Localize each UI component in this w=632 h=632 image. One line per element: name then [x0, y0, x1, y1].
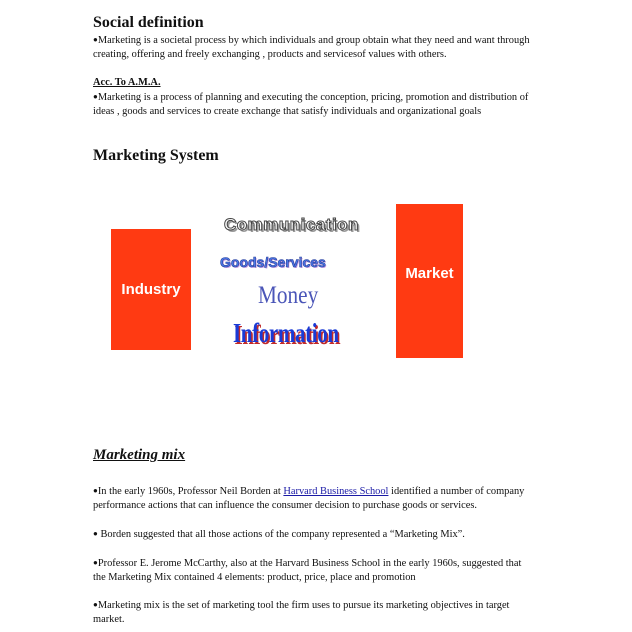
bullet-icon: ●: [93, 35, 98, 44]
bullet-icon: ●: [93, 486, 98, 495]
mix-bullet-1-text-a: In the early 1960s, Professor Neil Borden at: [97, 486, 284, 497]
money-wordart: Money: [258, 282, 319, 309]
mix-bullet-2-text: Borden suggested that all those actions of the company represented a “Marketing Mix”.: [97, 529, 465, 540]
bullet-icon: ●: [93, 92, 98, 101]
social-definition-paragraph: [93, 33, 533, 61]
bullet-icon: ●: [93, 529, 98, 538]
industry-label: Industry: [121, 281, 181, 298]
social-definition-heading: Social definition: [93, 14, 204, 31]
ama-definition-text: Marketing is a process of planning and executing the conception, pricing, promotion and distribution of ideas , goods and services to create exchange that satisfy individuals and organizational goals: [93, 92, 529, 117]
bullet-icon: ●: [93, 600, 98, 609]
marketing-mix-heading: Marketing mix: [93, 447, 186, 463]
ama-definition-paragraph: [93, 90, 533, 118]
ama-label: Acc. To A.M.A.: [93, 77, 161, 88]
communication-wordart: Communication: [224, 215, 359, 234]
mix-bullet-3-text: Professor E. Jerome McCarthy, also at the Harvard Business School in the early 1960s, suggested that the Marketing Mix contained 4 elements: product, price, place and promotion: [93, 558, 522, 583]
mix-bullet-2: [93, 527, 533, 542]
goods-services-wordart: Goods/Services: [220, 254, 326, 270]
market-label: Market: [405, 264, 454, 282]
mix-bullet-3: [93, 556, 533, 584]
marketing-system-heading: Marketing System: [93, 147, 219, 164]
social-definition-text: Marketing is a societal process by which individuals and group obtain what they need and want through creating, offering and freely exchanging , products and servicesof values with others.: [93, 35, 530, 60]
mix-bullet-1-text-b: identified a number of company performance actions that can influence the consumer decision to purchase goods or services.: [93, 486, 525, 511]
harvard-business-school-link[interactable]: Harvard Business School: [283, 486, 389, 497]
bullet-icon: ●: [93, 558, 98, 567]
market-box: [396, 204, 463, 358]
information-wordart: Information: [233, 318, 339, 348]
industry-box: [111, 229, 191, 350]
mix-bullet-4-text: Marketing mix is the set of marketing tool the firm uses to pursue its marketing objectives in target market.: [93, 600, 510, 625]
mix-bullet-4: [93, 598, 533, 626]
mix-bullet-1: [93, 484, 533, 512]
